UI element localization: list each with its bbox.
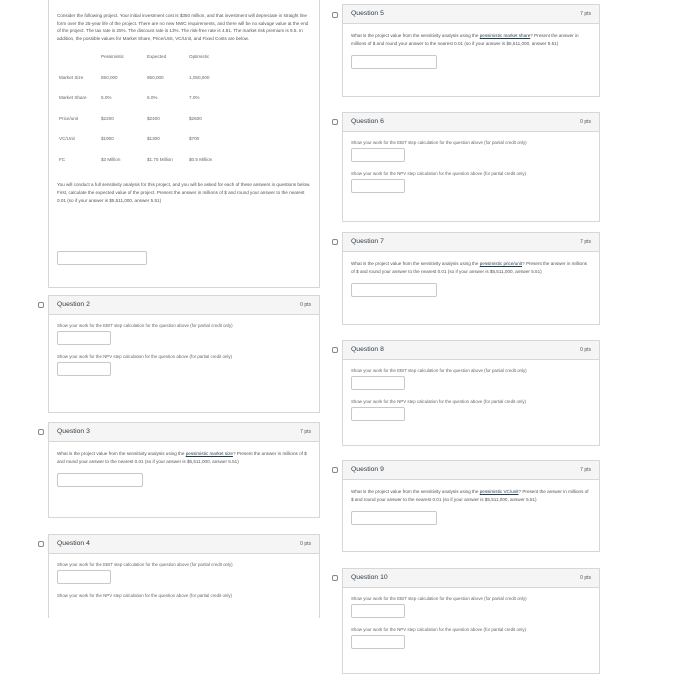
ebit-work-input[interactable] (351, 148, 405, 162)
question-points: 0 pts (580, 119, 591, 125)
flag-icon[interactable] (332, 467, 338, 473)
flag-icon[interactable] (332, 575, 338, 581)
question-title: Question 2 (57, 301, 90, 308)
table-cell: 950,000 (147, 74, 164, 80)
question-title: Question 7 (351, 238, 384, 245)
table-row (57, 75, 311, 96)
project-value-input[interactable] (351, 511, 437, 525)
table-cell: $1.75 Million (147, 156, 173, 162)
npv-work-input[interactable] (351, 179, 405, 193)
table-cell: $1900 (101, 136, 114, 142)
question-term: pessimistic VC/unit (479, 489, 519, 494)
project-value-input[interactable] (57, 473, 143, 487)
question-title: Question 8 (351, 346, 384, 353)
table-row (57, 157, 311, 178)
table-cell: $0.5 Million (189, 156, 213, 162)
table-cell: VC/Unit (59, 136, 75, 142)
ebit-work-input[interactable] (351, 604, 405, 618)
npv-work-label: Show your work for the NPV step calculation for the question above (for partial credit only) (351, 627, 526, 632)
table-row (57, 95, 311, 116)
question-header (343, 233, 599, 252)
question-points: 0 pts (580, 575, 591, 581)
ebit-work-label: Show your work for the EBIT step calculation for the question above (for partial credit only) (57, 323, 233, 328)
flag-icon[interactable] (38, 429, 44, 435)
table-cell: 7.0% (189, 95, 200, 101)
table-header: Expected (147, 54, 167, 60)
ebit-work-input[interactable] (351, 376, 405, 390)
ebit-work-label: Show your work for the EBIT step calculation for the question above (for partial credit only) (351, 140, 527, 145)
question-4-box (48, 534, 320, 618)
intro-paragraph: Consider the following project. Your initial investment cost is $350 million, and that investment will depreciate in straight line form over the 25-year life of the project. There are no new NWC requirements, and there will be no salvage value at the end of the project. The tax rate is 25%. The discount rate is 13%. The risk-free rate is 4.81. The market risk premium is 9.5. In addition, the possible values for Market Share, Price/Unit, VC/Unit, and Fixed Costs are below. (57, 13, 309, 41)
ebit-work-label: Show your work for the EBIT step calculation for the question above (for partial credit only) (351, 596, 527, 601)
npv-work-label: Show your work for the NPV step calculation for the question above (for partial credit only) (351, 399, 526, 404)
flag-icon[interactable] (332, 347, 338, 353)
question-header (343, 5, 599, 24)
question-title: Question 3 (57, 428, 90, 435)
ebit-work-label: Show your work for the EBIT step calculation for the question above (for partial credit only) (57, 562, 233, 567)
npv-work-input[interactable] (351, 635, 405, 649)
question-header (49, 535, 319, 554)
npv-work-input[interactable] (57, 362, 111, 376)
table-header: Optimistic (189, 54, 210, 60)
question-3-box (48, 422, 320, 518)
question-10-box (342, 568, 600, 674)
question-7-box (342, 232, 600, 325)
question-text: What is the project value from the sensitivity analysis using the pessimistic market size? Present the answer in millions of $ and round your answer to the nearest 0.01 (so if your answer is $5,511,000, answer 5.51) (57, 451, 307, 464)
question-points: 0 pts (300, 541, 311, 547)
question-points: 7 pts (300, 429, 311, 435)
table-cell: Market Size (59, 74, 84, 80)
table-cell: Market Share (59, 95, 87, 101)
question-points: 0 pts (300, 302, 311, 308)
question-text: What is the project value from the sensitivity analysis using the pessimistic market share? Present the answer in millions of $ and round your answer to the nearest 0.01 (so if your answer is $5,511,000, answer 5.51) (351, 33, 579, 46)
question-6-box (342, 112, 600, 222)
question-header (343, 341, 599, 360)
ebit-work-label: Show your work for the EBIT step calculation for the question above (for partial credit only) (351, 368, 527, 373)
question-header (49, 296, 319, 315)
question-title: Question 5 (351, 10, 384, 17)
flag-icon[interactable] (332, 12, 338, 18)
table-cell: 5.0% (101, 95, 112, 101)
flag-icon[interactable] (332, 239, 338, 245)
question-1-box (48, 0, 320, 288)
ebit-work-input[interactable] (57, 331, 111, 345)
question-2-box (48, 295, 320, 413)
npv-work-label: Show your work for the NPV step calculation for the question above (for partial credit only) (57, 354, 232, 359)
question-header (49, 423, 319, 442)
question-header (343, 113, 599, 132)
question-points: 7 pts (580, 467, 591, 473)
table-cell: $2400 (147, 115, 160, 121)
question-9-box (342, 460, 600, 552)
question-text: What is the project value from the sensitivity analysis using the pessimistic VC/unit? Present the answer in millions of $ and round your answer to the nearest 0.01 (so if your answer is $5,511,000, answer 5.51) (351, 489, 589, 502)
table-cell: 6.0% (147, 95, 158, 101)
table-cell: $700 (189, 136, 200, 142)
question-points: 7 pts (580, 11, 591, 17)
npv-work-input[interactable] (351, 407, 405, 421)
table-cell: $3 Million (101, 156, 121, 162)
question-text: What is the project value from the sensitivity analysis using the pessimistic price/unit? Present the answer in millions of $ and round your answer to the nearest 0.01 (so if your answer is $5,511,000, answer 5.51) (351, 261, 587, 274)
table-cell: Price/unit (59, 115, 79, 121)
table-cell: $2200 (101, 115, 114, 121)
table-row (57, 116, 311, 137)
npv-work-label: Show your work for the NPV step calculation for the question above (for partial credit only) (57, 593, 232, 598)
question-term: pessimistic market share (479, 33, 531, 38)
table-header-row (57, 54, 311, 75)
table-header: Pessimistic (101, 54, 124, 60)
ebit-work-input[interactable] (57, 570, 111, 584)
table-cell: $2600 (189, 115, 202, 121)
npv-work-label: Show your work for the NPV step calculation for the question above (for partial credit only) (351, 171, 526, 176)
table-cell: $1300 (147, 136, 160, 142)
question-title: Question 4 (57, 540, 90, 547)
question-title: Question 6 (351, 118, 384, 125)
table-row (57, 136, 311, 157)
question-title: Question 10 (351, 574, 388, 581)
intro-closing: You will conduct a full sensitivity analysis for this project, and you will be asked for each of these answers in questions below. First, calculate the expected value of the project. Present the answer in millions of $ and round your answer to the nearest 0.01 (so if your answer is $5,511,000, answer 5.51) (57, 182, 311, 203)
question-term: pessimistic price/unit (479, 261, 523, 266)
table-cell: 1,050,000 (189, 74, 210, 80)
flag-icon[interactable] (38, 541, 44, 547)
question-points: 0 pts (580, 347, 591, 353)
question-term: pessimistic market size (185, 451, 233, 456)
question-header (343, 461, 599, 480)
project-value-input[interactable] (351, 283, 437, 297)
question-points: 7 pts (580, 239, 591, 245)
flag-icon[interactable] (332, 119, 338, 125)
table-cell: FC (59, 156, 66, 162)
table-cell: 850,000 (101, 74, 118, 80)
parameters-table (57, 54, 311, 177)
project-value-input[interactable] (351, 55, 437, 69)
flag-icon[interactable] (38, 302, 44, 308)
question-header (343, 569, 599, 588)
expected-value-input[interactable] (57, 251, 147, 265)
question-5-box (342, 4, 600, 97)
question-title: Question 9 (351, 466, 384, 473)
question-8-box (342, 340, 600, 446)
